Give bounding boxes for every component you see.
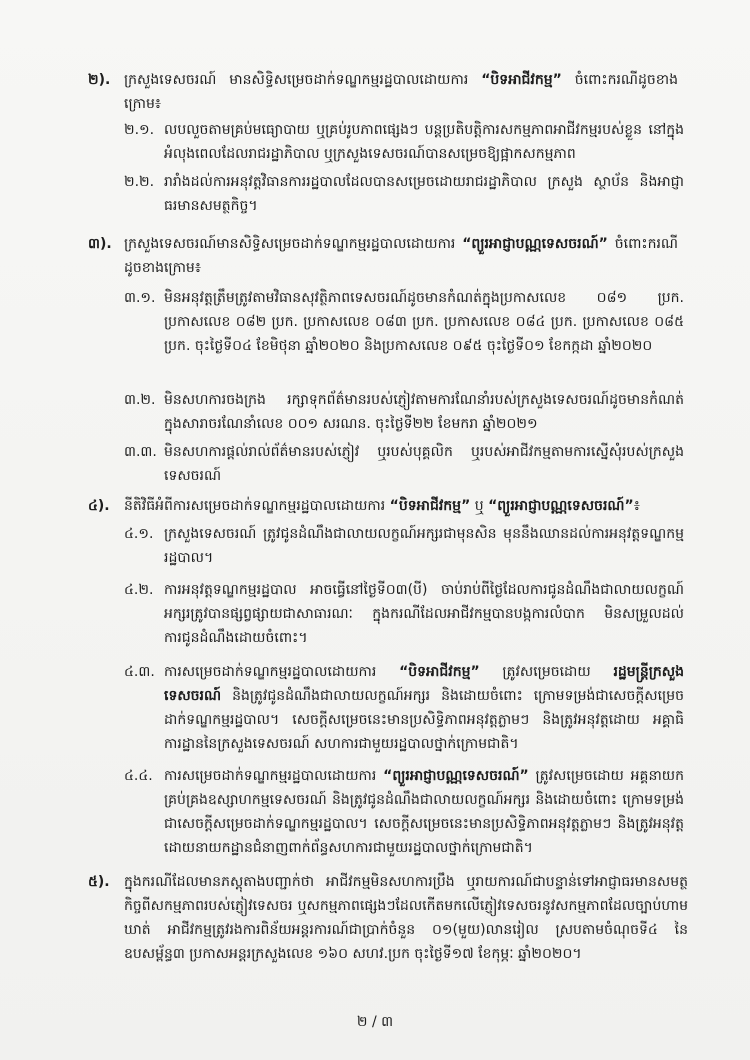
clause-text: មិនសហការចងក្រង រក្សាទុកព័ត៌មានរបស់ភ្ញៀវតាមការណែនាំរបស់ក្រសួងទេសចរណ៍ដូចមានកំណត់ក្នុងសារាចរណែនាំលេខ ០០១ សរណន. ចុះថ្ងៃទី២២ ខែមករា ឆ្នាំ២០២១ [164, 392, 684, 432]
minister-of-tourism: រដ្ឋមន្ត្រីក្រសួងទេសចរណ៍ [164, 664, 684, 704]
section-3 [88, 232, 678, 280]
term-close-business: “បិទអាជីវកម្ម” [389, 498, 471, 514]
term-suspend-license: “ព្យួរអាជ្ញាបណ្ណទេសចរណ៍” [383, 768, 529, 784]
clause-number: ៤.២. [124, 582, 154, 598]
clause-text: រារាំងដល់ការអនុវត្តវិធានការរដ្ឋបាលដែលបានសម្រេចដោយរាជរដ្ឋាភិបាល ក្រសួង ស្ថាប័ន និងអាជ្ញាធរមានសមត្ថកិច្ច។ [164, 174, 684, 214]
clause-3-3 [124, 440, 684, 488]
clause-text: ការសម្រេចដាក់ទណ្ឌកម្មរដ្ឋបាលដោយការ “ព្យួរអាជ្ញាបណ្ណទេសចរណ៍” ត្រូវសម្រេចដោយ អគ្គនាយកគ្រប់គ្រងឧស្សាហកម្មទេសចរណ៍ និងត្រូវជូនដំណឹងជាលាយលក្ខណ៍អក្សរ និងដោយចំពោះ ក្រោមទម្រង់ជាសេចក្តីសម្រេចដាក់ទណ្ឌកម្មរដ្ឋបាល។ សេចក្តីសម្រេចនេះមានប្រសិទ្ធិភាពអនុវត្តភ្លាមៗ និងត្រូវអនុវត្តដោយនាយកដ្ឋានជំនាញពាក់ព័ន្ធសហការជាមួយរដ្ឋបាលថ្នាក់ក្រោមជាតិ។ [164, 768, 684, 856]
clause-number: ៤.១. [124, 526, 154, 542]
section-body: ក្រសួងទេសចរណ៍មានសិទ្ធិសម្រេចដាក់ទណ្ឌកម្មរដ្ឋបាលដោយការ “ព្យួរអាជ្ញាបណ្ណទេសចរណ៍” ចំពោះករណីដូចខាងក្រោម៖ [124, 236, 678, 276]
clause-text: ការអនុវត្តទណ្ឌកម្មរដ្ឋបាល អាចធ្វើនៅថ្ងៃទី០៣(បី) ចាប់រាប់ពីថ្ងៃដែលការជូនដំណឹងជាលាយលក្ខណ៍អក្សរត្រូវបានផ្សព្វផ្សាយជាសាធារណៈ ក្នុងករណីដែលអាជីវកម្មបានបង្កការលំបាក មិនសម្រួលដល់ការជូនដំណឹងដោយចំពោះ។ [164, 582, 684, 646]
section-2 [88, 68, 678, 116]
clause-number: ៣.២. [124, 392, 156, 408]
clause-text: ក្រសួងទេសចរណ៍ ត្រូវជូនដំណឹងជាលាយលក្ខណ៍អក្សរជាមុនសិន មុននឹងឈានដល់ការអនុវត្តទណ្ឌកម្មរដ្ឋបាល។ [164, 526, 684, 566]
clause-3-2 [124, 388, 684, 436]
clause-2-1 [124, 118, 684, 166]
page-number: ២ / ៣ [356, 1014, 394, 1030]
section-number: ៥). [88, 874, 110, 890]
section-4 [88, 494, 678, 518]
clause-4-2 [124, 578, 684, 650]
clause-number: ៣.១. [124, 290, 156, 306]
clause-text: មិនអនុវត្តត្រឹមត្រូវតាមវិធានសុវត្ថិភាពទេសចរណ៍ដូចមានកំណត់ក្នុងប្រកាសលេខ ០៨១ ប្រក. ប្រកាសលេខ ០៨២ ប្រក. ប្រកាសលេខ ០៨៣ ប្រក. ប្រកាសលេខ ០៨៤ ប្រក. ប្រកាសលេខ ០៨៥ ប្រក. ចុះថ្ងៃទី០៤ ខែមិថុនា ឆ្នាំ២០២០ និងប្រកាសលេខ ០៩៥ ចុះថ្ងៃទី០១ ខែកក្កដា ឆ្នាំ២០២០ [164, 290, 684, 354]
clause-text: លបលួចតាមគ្រប់មធ្យោបាយ ឬគ្រប់រូបភាពផ្សេងៗ បន្តប្រតិបត្តិការសកម្មភាពអាជីវកម្មរបស់ខ្លួន នៅក្នុងអំលុងពេលដែលរាជរដ្ឋាភិបាល ឬក្រសួងទេសចរណ៍បានសម្រេចឱ្យផ្អាកសកម្មភាព [164, 122, 684, 162]
section-body: នីតិវិធីអំពីការសម្រេចដាក់ទណ្ឌកម្មរដ្ឋបាលដោយការ “បិទអាជីវកម្ម” ឬ “ព្យួរអាជ្ញាបណ្ណទេសចរណ៍”៖ [124, 498, 640, 514]
section-body: ក្រសួងទេសចរណ៍ មានសិទ្ធិសម្រេចដាក់ទណ្ឌកម្មរដ្ឋបាលដោយការ “បិទអាជីវកម្ម” ចំពោះករណីដូចខាងក្រោម៖ [124, 72, 678, 112]
clause-2-2 [124, 170, 684, 218]
term-close-business: “បិទអាជីវកម្ម” [481, 72, 562, 88]
section-number: ៤). [88, 498, 110, 514]
clause-4-1 [124, 522, 684, 570]
section-body: ក្នុងករណីដែលមានភស្តុតាងបញ្ជាក់ថា អាជីវកម្មមិនសហការប្រឹង ឬរាយការណ៍ជាបន្ទាន់ទៅអាជ្ញាធរមានសមត្ថកិច្ចពីសកម្មភាពរបស់ភ្ញៀវទេសចរ ឬសកម្មភាពផ្សេងៗដែលកើតមកលើភ្ញៀវទេសចរនូវសកម្មភាពដែលច្បាប់ហាមឃាត់ អាជីវកម្មត្រូវរងការពិន័យអន្តរការណ៍ជាប្រាក់ចំនួន ០១(មួយ)លានរៀល ស្របតាមចំណុចទី៤ នៃឧបសម្ព័ន្ធ៣ ប្រកាសអន្តរក្រសួងលេខ ១៦០ សហវ.ប្រក ចុះថ្ងៃទី១៧ ខែកុម្ភៈ ឆ្នាំ២០២០។ [124, 874, 688, 962]
clause-number: ២.១. [124, 122, 155, 138]
clause-3-1 [124, 286, 684, 358]
section-5 [88, 870, 688, 966]
clause-number: ២.២. [124, 174, 155, 190]
clause-number: ៣.៣. [124, 444, 157, 460]
section-number: ៣). [88, 236, 112, 252]
clause-text: ការសម្រេចដាក់ទណ្ឌកម្មរដ្ឋបាលដោយការ “បិទអាជីវកម្ម” ត្រូវសម្រេចដោយ រដ្ឋមន្ត្រីក្រសួងទេសចរណ៍ និងត្រូវជូនដំណឹងជាលាយលក្ខណ៍អក្សរ និងដោយចំពោះ ក្រោមទម្រង់ជាសេចក្តីសម្រេចដាក់ទណ្ឌកម្មរដ្ឋបាល។ សេចក្តីសម្រេចនេះមានប្រសិទ្ធិភាពអនុវត្តភ្លាមៗ និងត្រូវអនុវត្តដោយ អគ្គាធិការដ្ឋាននៃក្រសួងទេសចរណ៍ សហការជាមួយរដ្ឋបាលថ្នាក់ក្រោមជាតិ។ [164, 664, 684, 752]
clause-text: មិនសហការផ្តល់រាល់ព័ត៌មានរបស់ភ្ញៀវ ឬរបស់បុគ្គលិក ឬរបស់អាជីវកម្មតាមការស្នើសុំរបស់ក្រសួងទេសចរណ៍ [164, 444, 684, 484]
clause-4-3 [124, 660, 684, 756]
clause-4-4 [124, 764, 684, 860]
term-suspend-license: “ព្យួរអាជ្ញាបណ្ណទេសចរណ៍” [488, 498, 634, 514]
term-close-business: “បិទអាជីវកម្ម” [399, 664, 480, 680]
clause-number: ៤.៤. [124, 768, 153, 784]
clause-number: ៤.៣. [124, 664, 155, 680]
term-suspend-license: “ព្យួរអាជ្ញាបណ្ណទេសចរណ៍” [462, 236, 608, 252]
section-number: ២). [88, 72, 111, 88]
